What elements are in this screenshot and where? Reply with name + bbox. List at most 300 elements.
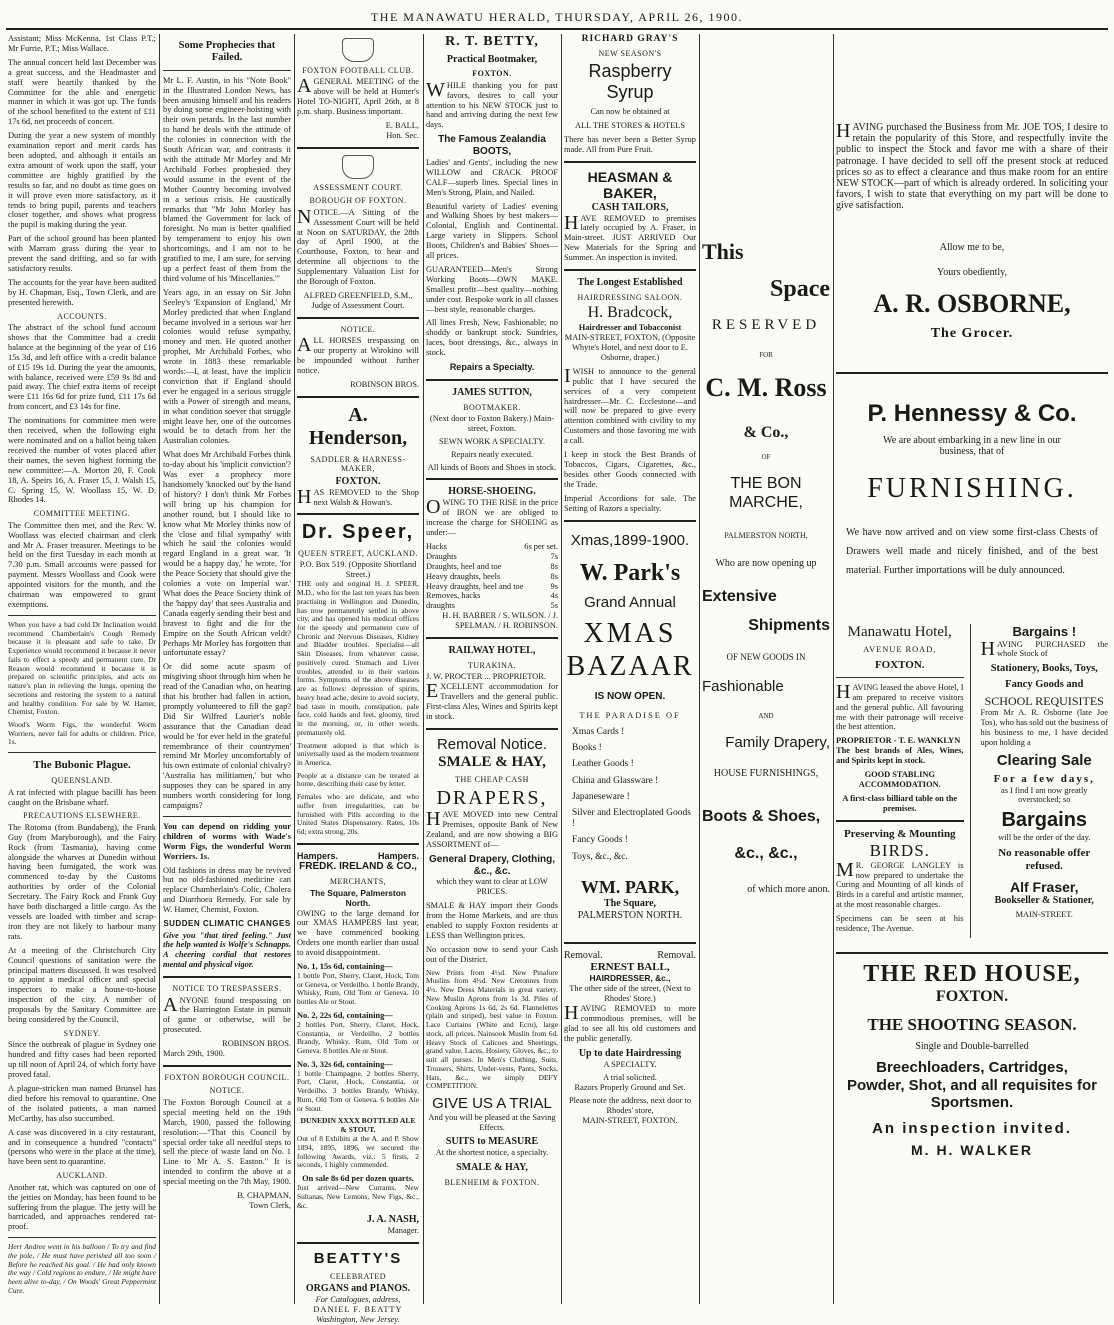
advert-address: The other side of the street, (Next to Rhodes' Store.) <box>569 984 691 1004</box>
advert-body: HAVING REMOVED to more commodious premises, will be glad to see all his old customers and the public generally. <box>564 1002 696 1043</box>
divider <box>426 478 558 480</box>
column-4 <box>426 34 558 1304</box>
advert-name: W. Park's <box>579 560 681 587</box>
list-item: China and Glassware ! <box>572 775 659 786</box>
advert-proprietor: PROPRIETOR - T. E. WANKLYN <box>836 736 961 746</box>
list-item: Toys, &c., &c. <box>572 851 628 862</box>
advert-title: Manager. <box>387 1226 419 1236</box>
advert-body: as I find I am now greatly overstocked; so <box>1000 785 1088 805</box>
advert-body: All kinds of Boots and Shoes in stock. <box>427 462 557 472</box>
notice-headline: NOTICE TO TRESPASSERS. <box>172 984 282 994</box>
advert-headline: HORSE-SHOEING. <box>448 486 536 498</box>
column-rule <box>561 34 562 1304</box>
advert-trade: DRAPERS, <box>436 786 548 809</box>
column-rule <box>833 34 834 1304</box>
article-paragraph: The abstract of the school fund account shows that the Committee had a credit balance at the beginning of the year of £16 15s 3d, and left office with a credit balance of £15 19s 1d. During the year the amounts, with balance, received were £59 9s 8d and paid away. The chief extra items of receipt were £11 16s 6d for prize fund, £11 17s 6d from concert, and £3 14s for fine. <box>8 323 156 412</box>
divider <box>426 379 558 381</box>
removal-label: Removal. <box>657 949 696 961</box>
advert-paragraph: When you have a bad cold Dr Inclination would recommend Chamberlain's Cough Remedy because it is pleasant and safe to take. Dr Experience would recommend it because it never fails to effect a speedy and permanent cure. Dr Reason would recommend it because it is prepared on scientific principles, and acts on nature's plan in relieving the lungs, opening the secretions and restoring the system to a natural and healthy condition. For sale by W. Hamer, Chemist, Foxton. <box>8 619 156 717</box>
advert-word: OF <box>761 452 771 461</box>
advert-product: ORGANS and PIANOS. <box>305 1283 411 1295</box>
advert-word: &c., &c., <box>734 844 798 862</box>
advert-address: MAIN-STREET. <box>1015 910 1073 920</box>
column-1 <box>8 34 156 1304</box>
advert-subheadline: General Drapery, Clothing, &c., &c. <box>429 853 555 877</box>
advert-address: BLENHEIM & FOXTON. <box>444 1177 540 1187</box>
advert-body: GUARANTEED—Men's Strong Working Boots—OWN MAKE. Smallest profit—best quality—nothing under cost. Bespoke work in all classes—best style, reasonable charges. <box>426 264 558 314</box>
notice-title: Hon. Sec. <box>386 130 419 140</box>
notice-signature: ROBINSON BROS. <box>222 1039 291 1049</box>
advert-trade: MERCHANTS, <box>329 877 387 887</box>
price-value: 8s <box>550 561 558 571</box>
notice-body: ALL HORSES trespassing on our property at Wirokino will be impounded without further notice. <box>297 334 419 375</box>
advert-headline: Removal Notice. <box>436 735 548 753</box>
section-heading: COMMITTEE MEETING. <box>33 509 131 519</box>
advert-signature: H. H. BARBER / S. WILSON. / J. SPELMAN. / H. ROBINSON. <box>442 611 558 631</box>
notice-signature: ALFRED GREENFIELD, S.M., <box>303 291 413 300</box>
advert-store: THE BON MARCHE, <box>729 475 803 511</box>
advert-town: PALMERSTON NORTH, <box>724 530 808 540</box>
advert-name: P. Hennessy & Co. <box>867 400 1077 428</box>
advert-headline: Xmas,1899-1900. <box>570 531 690 549</box>
divider <box>297 843 419 845</box>
advert-body: Please note the address, next door to Rhodes' store, <box>568 1096 692 1116</box>
advert-tagline: Repairs a Specialty. <box>449 362 535 373</box>
column-rule <box>294 34 295 1304</box>
notice-body: The Foxton Borough Council at a special meeting held on the 19th March, 1900, passed the following resolution:—"That this Council by special order take all needful steps to sell the piece of waste land on No. 1 Line to Mr A. S. Easton." It is intended to confirm the above at a special meeting on the 7th May, 1900. <box>163 1097 291 1187</box>
advert-word: Space <box>770 275 830 302</box>
advert-body: Ladies' and Gents', including the new WILLOW and CRACK PROOF CALF—superb lines. Special lines in Men's Strong, Plain, and Nailed. <box>426 157 558 197</box>
hamper-no1-items: 1 bottle Port, Sherry, Claret, Hock, Tom or Geneva, or Verdeilho. 1 bottle Brandy, Whisky, Rum, Old Tom or Geneva. 10 bottles Ale or Stout. <box>297 970 419 1007</box>
advert-title: XMAS <box>583 618 677 650</box>
advert-body: People at a distance can be treated at home, describing their case by letter. <box>297 770 419 789</box>
advert-body: OWING TO THE RISE in the price of IRON we are obliged to increase the charge for SHOEING as under:— <box>426 496 558 537</box>
advert-body: Females who are delicate, and who suffer from irregularities, can be furnished with Pills according to the United States Dispensatory. Rates, 10s 6d; extra strong, 20s. <box>297 792 419 837</box>
list-item: Fancy Goods ! <box>572 835 628 846</box>
advert-body: HAVE REMOVED to premises lately occupied by A. Fraser, in Main-street. JUST ARRIVED Our New Materials for the Spring and Summer. An inspection is invited. <box>564 211 696 263</box>
notice-subheading: BOROUGH OF FOXTON. <box>309 196 407 206</box>
advert-body: HAVING leased the above Hotel, I am prepared to receive visitors and the general public. All favouring me with their patronage will receive the best attention. <box>836 680 964 732</box>
advert-paragraph: Give you "that tired feeling." Just the help wanted is Wolfe's Schnapps. A cheering cordial that restores mental and physical vigor. <box>163 930 291 970</box>
notice-title: Town Clerk, <box>249 1200 291 1210</box>
advert-product: Fancy Goods and <box>1005 678 1084 690</box>
advert-body: of which more anon. <box>747 883 830 895</box>
advert-subheadline: Single and Double-barrelled <box>915 1041 1029 1053</box>
divider <box>163 816 291 817</box>
advert-word: This <box>702 239 744 264</box>
advert-word: Shipments <box>748 616 830 634</box>
divider <box>564 269 696 271</box>
article-paragraph: The Committee then met, and the Rev. W. Woollass was elected chairman and clerk and Mr A. Fraser treasurer. Meetings to be held on the first Tuesday in each month at 7.30 p.m. Small accounts were passed for payment. Messrs Woollass and Cook were appointed visitors for the month, and the chairman was empowered to grant exemptions. <box>8 520 156 609</box>
advert-body: OF NEW GOODS IN <box>726 651 806 662</box>
divider <box>836 820 964 822</box>
hamper-no1: No. 1, 15s 6d, containing— <box>297 962 393 972</box>
list-item: Leather Goods ! <box>572 759 634 770</box>
advert-name: ERNEST BALL, <box>590 961 670 974</box>
price-value: 8s <box>550 571 558 581</box>
price-item: Heavy draughts, heels <box>426 571 501 581</box>
advert-name: Alf Fraser, <box>1010 878 1079 895</box>
notice-body: AGENERAL MEETING of the above will be held at Hunter's Hotel TO-NIGHT, April 26th, at 8 p.m. sharp. Business important. <box>297 75 419 117</box>
price-list <box>426 542 558 611</box>
price-row <box>426 572 558 582</box>
divider <box>163 1065 291 1067</box>
advert-name: C. M. Ross <box>705 373 827 403</box>
advert-body: At the shortest notice, a specialty. <box>435 1148 549 1158</box>
notice-body: NOTICE.—A Sitting of the Assessment Court will be held at Noon on SATURDAY, the 28th day of April 1900, at the Courthouse, Foxton, to hear and determine all objections to the Supplementary Valuation List for the Borough of Foxton. <box>297 205 419 287</box>
advert-body: WHILE thanking you for past favors, desires to call your attention to his NEW STOCK just to hand and arriving during the next few days. <box>426 78 558 130</box>
notice-signature: E. BALL, <box>385 121 419 131</box>
advert-body: HAS REMOVED to the Shop next Walsh & Howan's. <box>297 485 419 508</box>
advert-body: We have now arrived and on view some first-class Chests of Drawers well made and nicely finished, and of the best material. Further importations will be duly announced. <box>846 527 1098 577</box>
advert-body: No occasion now to send your Cash out of the District. <box>426 944 558 964</box>
club-crest-icon <box>342 38 374 62</box>
price-item: draughts <box>426 601 455 611</box>
advert-address: MAIN-STREET, FOXTON. <box>582 1116 678 1126</box>
advert-tagline: An inspection invited. <box>872 1120 1072 1138</box>
advert-po-box: P.O. Box 519. (Opposite Shortland Street.) <box>299 560 417 580</box>
advert-body: SEWN WORK A SPECIALTY. <box>439 436 545 446</box>
advert-signature: M. H. WALKER <box>911 1141 1033 1158</box>
list-item: Books ! <box>572 743 602 754</box>
divider <box>836 952 1108 954</box>
advert-bargains-column <box>981 624 1109 938</box>
advert-body: OWING to the large demand for our XMAS HAMPERS last year, we have commenced booking Orders one month earlier than usual to avoid disappointment. <box>297 908 419 958</box>
advert-headline: FREDK. IRELAND & CO., <box>299 861 417 873</box>
advert-trade: BOOTMAKER. <box>463 402 521 412</box>
advert-body: For Catalogues, address, <box>315 1294 401 1304</box>
list-item: Xmas Cards ! <box>572 726 625 737</box>
column-rule <box>423 34 424 1304</box>
price-item: Heavy draughts, heel and toe <box>426 581 524 591</box>
column-rule <box>699 34 700 1304</box>
advert-trade: CASH TAILORS, <box>591 201 669 213</box>
advert-trade: The Grocer. <box>930 325 1014 341</box>
advert-body: The best brands of Ales, Wines, and Spirits kept in stock. <box>836 746 964 766</box>
notice-body: ANYONE found trespassing on the Harrington Estate in pursuit of game or otherwise, will be prosecuted. <box>163 993 291 1035</box>
price-row <box>426 542 558 552</box>
divider <box>163 976 291 978</box>
advert-hampers-label: Hampers. <box>297 850 339 861</box>
advert-body: There has never been a Better Syrup made. All from Pure Fruit. <box>564 134 696 154</box>
advert-trade: HAIRDRESSER, &c., <box>589 973 671 984</box>
advert-headline: A. Henderson, <box>308 403 408 450</box>
price-value: 6s per set. <box>524 541 558 551</box>
advert-headline: Dr. Speer, <box>301 521 415 544</box>
advert-address: The Square, <box>603 898 657 910</box>
advert-body: We are about embarking in a new line in our business, that of <box>883 434 1061 458</box>
advert-body: HAVING purchased the Business from Mr. JOE TOS, I desire to retain the popularity of this Store, and respectfully invite the public to inspect the Stock and favor me with a share of their patronage. I have decided to sell off the present stock at reduced prices so as to effect a clearance and thus make room for an entire NEW STOCK—part of which is already ordered. In soliciting your favors, I wish to state that everything on my part will be done to give satisfaction. <box>836 120 1108 212</box>
list-item: Silver and Electroplated Goods ! <box>572 807 691 830</box>
advert-product: Breechloaders, Cartridges, Powder, Shot, and all requisites for Sportsmen. <box>846 1059 1098 1112</box>
advert-body: From Mr A. R. Osborne (late Joe Tos), who has sold out the business of his business to me, I have decided upon holding a <box>980 708 1108 747</box>
advert-headline: R. T. BETTY, <box>445 34 539 49</box>
advert-list: New Prints from 4½d. New Pinafore Muslins from 4½d. New Cretonnes from 4½. New Dress Materials in great variety. New Muslin Aprons from 1s 3d. Piles of Cooking Aprons 1s 6d, 2s 6d. Flannelettes (plain and striped), best value in Foxton. Lace Curtains (White and Ecru), large stock, all prices. Nainsook Muslin from 6d. Heavy Stock of Calicoes and Sheetings, grand value. Laces, Hosiery, Gloves, &c., to suit all purses. In Men's Clothing, Suits, Trousers, Shirts, Under-vests, Pants, Socks, Hats, &c., we simply DEFY COMPETITION. <box>426 967 558 1091</box>
divider <box>297 147 419 149</box>
advert-town: FOXTON. <box>472 69 512 79</box>
advert-body: Just arrived—New Currants, New Sultanas, New Lemons, New Figs, &c., &c. <box>297 1183 419 1210</box>
advert-body: Treatment adopted is that which is universally used as the modern treatment in America. <box>297 740 419 767</box>
advert-body: Yours obediently, <box>936 267 1007 279</box>
advert-subheadline: For a few days, <box>993 772 1095 785</box>
article-paragraph: Assistant; Miss McKenna, 1st Class P.T.; Mr Furrie, P.T.; Miss Wallace. <box>8 34 156 53</box>
divider <box>163 70 291 71</box>
list-item: Japaneseware ! <box>572 791 630 802</box>
advert-subheadline: HAIRDRESSING SALOON. <box>577 292 683 302</box>
price-item: Hacks <box>426 541 447 551</box>
price-item: Draughts, heel and toe <box>426 561 502 571</box>
article-paragraph: Since the outbreak of plague in Sydney one hundred and fifty cases had been reported up till noon of April 24, of which forty have proved fatal. <box>8 1040 156 1080</box>
advert-two-column <box>836 624 1108 938</box>
advert-name: THE RED HOUSE, <box>863 961 1081 988</box>
price-value: 9s <box>550 581 558 591</box>
column-5 <box>564 34 696 1304</box>
advert-headline: Clearing Sale <box>996 751 1092 769</box>
advert-subheadline: SUITS to MEASURE <box>445 1136 539 1148</box>
advert-word: HOUSE FURNISHINGS, <box>713 767 819 779</box>
section-heading: AUCKLAND. <box>56 1171 108 1181</box>
advert-headline: Bargains ! <box>1012 624 1077 640</box>
advert-poem: Herr Andree went in his balloon / To try and find the pole, / He must have perished all too soon / Before he reached his goal. / He had only known the way / Cold regions to endure, / He might have been alive to-day, / On Woods' Great Peppermint Cure. <box>8 1242 156 1295</box>
advert-body: Can now be obtained at <box>590 107 670 117</box>
advert-body: Who are now opening up <box>715 558 817 570</box>
article-paragraph: Years ago, in an essay on Sir John Seeley's 'Expansion of England,' Mr Morley predicted that when England became involved in a serious war her colonies would refuse sympathy, money and men. He quoted another prophet, Mr Archibald Forbes, who wrote in 1883 these remarkable words:—I, at least, have the implicit conviction that if England should ever be engaged in a serious struggle with a Power of strength and means, in what condition soever that struggle might leave her, one of the outcomes would be to detach from her the Australian colonies. <box>163 287 291 446</box>
price-row <box>426 591 558 601</box>
article-paragraph: A case was discovered in a city restaurant, and in consequence a hundred "contacts" (persons who were in the place at the time), have been sent to quarantine. <box>8 1127 156 1167</box>
advert-address: AVENUE ROAD, <box>863 644 937 654</box>
section-heading: QUEENSLAND. <box>51 776 113 786</box>
advert-town: PALMERSTON NORTH. <box>577 909 683 921</box>
price-item: Draughts <box>426 551 457 561</box>
section-heading: PRECAUTIONS ELSEWHERE. <box>23 811 141 821</box>
advert-headline: The Longest Established <box>577 277 683 289</box>
article-paragraph: Another rat, which was captured on one of the jetties on Monday, has been found to be suffering from the plague. The jetty will be barricaded, and approaches rendered rat-proof. <box>8 1182 156 1232</box>
advert-hampers-row <box>297 851 419 862</box>
advert-subheadline: Up to date Hairdressing <box>578 1047 682 1059</box>
advert-hotel-column <box>836 624 971 938</box>
article-paragraph: What does Mr Archibald Forbes think to-day about his 'implicit conviction'? Was ever a prophecy more handsomely 'knocked out' by the hand of history? I don't think Mr Forbes will bring up his champion for another round, but I should like to know what Mr Morley thinks now of the 'close and filial sympathy' with which he said the colonies would regard England in a great war. 'It would be a happy day,' he wrote, 'for the Peace Society that should give the colonies a vote on Imperial war.' What does the Peace Society think of the 'happy day' that sees Australia and Canada eagerly sending their best and bravest to fight and die for the Empire on the South African veldt? Perhaps Mr Morley has forgotten that unfortunate essay? <box>163 450 291 658</box>
advert-headline: Preserving & Mounting <box>843 827 956 840</box>
price-row <box>426 601 558 611</box>
divider <box>564 520 696 522</box>
notice-headline: FOXTON BOROUGH COUNCIL. <box>164 1073 290 1082</box>
divider <box>836 677 964 678</box>
advert-body: All lines Fresh, New, Fashionable; no shoddy or bankrupt stock. Sundries, laces, boot dressings, &c., always in stock. <box>426 318 558 358</box>
divider <box>8 1237 156 1238</box>
advert-signature: J. A. NASH, <box>367 1214 419 1226</box>
divider <box>297 513 419 515</box>
advert-headline: SUDDEN CLIMATIC CHANGES <box>163 919 291 929</box>
price-row <box>426 582 558 592</box>
advert-product: SCHOOL REQUISITES <box>984 694 1104 709</box>
advert-body: Allow me to be, <box>939 241 1005 253</box>
advert-word: FOR <box>759 350 773 359</box>
advert-word: Fashionable <box>702 678 784 696</box>
advert-address: Washington, New Jersey. <box>316 1314 400 1324</box>
advert-word: Family Drapery, <box>725 734 830 752</box>
advert-address: (Next door to Foxton Bakery.) Main-street, Foxton. <box>429 413 555 433</box>
advert-body: Razors Properly Ground and Set. <box>574 1083 686 1093</box>
advert-signature: WM. PARK, <box>580 876 680 897</box>
hamper-no3-items: 1 bottle Champagne. 2 bottles Sherry, Port, Claret, Hock, Constantia, or Verdeilho. 3 bottles Brandy, Whisky, Rum, Old Tom or Geneva. 6 bottles Ale or Stout. <box>297 1068 419 1113</box>
advert-body: MR. GEORGE LANGLEY is now prepared to undertake the Curing and Mounting of all kinds of Birds in a careful and artistic manner, at the most reasonable charges. <box>836 858 964 910</box>
advert-paragraph: You can depend on ridding your children of worms with Wade's Worm Figs, the wonderful Worm Worriers. 1s. <box>163 821 291 861</box>
price-row <box>426 552 558 562</box>
article-paragraph: During the year a new system of monthly examination report and merit cards has been adopted, and although it entails an extra amount of work upon the staff, your committee are highly gratified by the results so far, and no doubt as time goes on it will prove even more satisfactory, as it tends to bring pupil, parents and teachers closer together, and shows what progress the pupil is making during the year. <box>8 131 156 230</box>
advert-trade: Practical Bootmaker, <box>446 53 538 65</box>
advert-body: Specimens can be seen at his residence, The Avenue. <box>836 914 964 934</box>
advert-name: SMALE & HAY, <box>456 1162 528 1174</box>
divider <box>297 317 419 319</box>
masthead: THE MANAWATU HERALD, THURSDAY, APRIL 26, 1900. <box>6 6 1108 30</box>
advert-word: RESERVED <box>711 317 821 334</box>
divider <box>426 728 558 730</box>
advert-body: SMALE & HAY import their Goods from the Home Markets, and are thus enabled to supply Foxton residents at LESS than Wellington prices. <box>426 901 558 940</box>
divider <box>564 161 696 163</box>
section-heading: SYDNEY. <box>63 1028 101 1038</box>
advert-address: The Square, Palmerston North. <box>310 887 406 908</box>
advert-body: THE only and original H. J. SPEER, M.D., who for the last ten years has been practising in Wellington and Dunedin, has now permanently settled in above city, and has opened his medical offices for the speedy and permanent cure of Chronic and Nervous Diseases, Kidney and Bladder troubles. Specialist—all Skin Diseases, from whatever cause, positively cured. Stomach and Liver troubles, attended to in their various forms. Symptoms of the above diseases are as follows: depression of spirits, heavy head ache, desire to avoid society, bad taste in mouth, constipation, pale face, cold hands and feet, gloomy, tired in the morning, or, in other words, prematurely old. <box>297 579 419 737</box>
divider <box>564 942 696 944</box>
divider <box>8 752 156 753</box>
advert-subheadline: Grand Annual <box>584 593 676 611</box>
advert-body: Out of 8 Exhibits at the A. and P. Show 1894, 1895, 1896, we secured the following Awards, viz.: 5 firsts, 2 seconds, 1 highly commended. <box>297 1134 419 1170</box>
notice-headline: NOTICE. <box>340 324 376 334</box>
advert-word: Extensive <box>702 587 777 605</box>
divider <box>836 372 1108 374</box>
advert-subheadline: No reasonable offer refused. <box>998 846 1091 872</box>
advert-word: Boots & Shoes, <box>702 807 821 825</box>
advert-town: FOXTON. <box>874 658 925 671</box>
advert-headline: RICHARD GRAY'S <box>581 34 679 44</box>
article-paragraph: A plague-stricken man named Brunsel has died before his removal to quarantine. One of the isolated patients, a man named McCarthy, has also succumbed. <box>8 1084 156 1123</box>
advert-address: MAIN-STREET, FOXTON, (Opposite Whyte's Hotel, and next door to E. Osborne, draper.) <box>564 333 696 362</box>
advert-headline: JAMES SUTTON, <box>452 386 532 398</box>
advert-body: And you will be pleased at the Saving Effects. <box>428 1112 556 1132</box>
advert-product: Raspberry Syrup <box>588 60 672 102</box>
price-value: 5s <box>550 601 558 611</box>
article-paragraph: At a meeting of the Christchurch City Council questions of sanitation were the principal matters discussed. It was resolved to appoint a medical officer and special inspectors to make a house-to-house inspection of the city. A number of proposals by the Sanitary Committee are being considered by the Council. <box>8 945 156 1025</box>
section-heading: ACCOUNTS. <box>57 311 107 321</box>
advert-proprietor: J. W. PROCTER ... PROPRIETOR. <box>426 672 546 682</box>
price-value: 4s <box>550 591 558 601</box>
advert-hampers-label: Hampers. <box>377 850 419 861</box>
advert-subheadline: THE PARADISE OF <box>579 711 681 721</box>
advert-body: which they want to clear at LOW PRICES. <box>436 877 548 897</box>
advert-body: A trial solicited. <box>603 1073 657 1083</box>
advert-headline: Bargains <box>1001 809 1088 832</box>
divider <box>297 396 419 398</box>
advert-headline: THE SHOOTING SEASON. <box>867 1015 1077 1035</box>
article-paragraph: The nominations for committee men were then received, when the following eight were nominated and on a ballot being taken received the number of votes placed after their names, the seven highest forming the new committee:—A. Morton 20, F. Cook 18, A. Speirs 16, A. Fraser 15, J. Walsh 15, C. Spring 15, W. Woollass 15, W. D. Rhodes 14. <box>8 416 156 505</box>
advert-trade: Bookseller & Stationer, <box>994 895 1094 907</box>
hamper-no2-items: 2 bottles Port, Sherry, Claret, Hock, Constantia, or Verdeilho. 2 bottles Brandy, Whisky, Rum, Old Tom or Geneva. 8 bottles Ale or Stout. <box>297 1019 419 1055</box>
notice-signature: B. CHAPMAN, <box>237 1191 291 1201</box>
advert-price: On sale 8s 6d per dozen quarts. <box>302 1174 414 1184</box>
column-6 <box>702 34 830 1304</box>
price-row <box>426 562 558 572</box>
advert-body: GOOD STABLING ACCOMMODATION. <box>858 770 941 789</box>
advert-address: QUEEN STREET, AUCKLAND. <box>298 549 418 559</box>
advert-body: Beautiful variety of Ladies' evening and Walking Shoes by best makers—Colonial, English and Continental. Large variety in Slippers. School Boots, Children's and Babies' Shoes—all prices. <box>426 201 558 261</box>
price-item: Removes, hacks <box>426 591 481 601</box>
notice-title: Judge of Assessment Court. <box>311 300 405 310</box>
article-paragraph: Part of the school ground has been planted with Marram grass during the year to prevent the sand drifting, and so far with satisfactory results. <box>8 234 156 273</box>
advert-name: SMALE & HAY, <box>438 753 546 770</box>
advert-body: I keep in stock the Best Brands of Tobaccos, Cigars, Cigarettes, &c., besides other Goods connected with the Trade. <box>564 450 696 489</box>
advert-body: IWISH to announce to the general public that I have secured the services of a very competent hairdresser—Mr. C. Ecclestone—and will now be prepared to give every attention combined with civility to my Customers and those favoring me with a call. <box>564 364 696 446</box>
advert-name: & Co., <box>743 423 789 441</box>
advert-name: DANIEL F. BEATTY <box>313 1304 403 1314</box>
column-7 <box>836 34 1108 1304</box>
advert-subheadline: DUNEDIN XXXX BOTTLED ALE & STOUT. <box>300 1116 416 1135</box>
column-3 <box>297 34 419 1324</box>
notice-headline: FOXTON FOOTBALL CLUB. <box>302 66 414 75</box>
advert-paragraph: Wood's Worm Figs, the wonderful Worm Worriers, never fail for adults or children. Price, 1s. <box>8 719 156 747</box>
notice-headline: ASSESSMENT COURT. <box>313 182 403 192</box>
advert-word: FURNISHING. <box>867 473 1077 505</box>
advert-subheadline: CELEBRATED <box>329 1271 387 1281</box>
article-paragraph: The annual concert held last December was a great success, and the Headmaster and staff were heartily thanked by the Committee for the able and energetic manner in which it was got up. The funds of the school benefited to the extent of £11 17s 6d, net proceeds of concert. <box>8 57 156 127</box>
divider <box>297 1242 419 1244</box>
advert-body: ALL THE STORES & HOTELS <box>574 121 686 131</box>
advert-body: EXCELLENT accommodation for Travellers and the general public. First-class Ales, Wines and Spirits kept in stock. <box>426 680 558 721</box>
advert-name: Manawatu Hotel, <box>847 624 952 641</box>
advert-subheadline: THE CHEAP CASH <box>455 775 529 785</box>
advert-paragraph: Old fashions in dress may be revived but no old-fashioned medicine can replace Chamberlain's Colic, Cholera and Diarrhoea Remedy. For sale by W. Hamer, Chemist, Foxton. <box>163 865 291 915</box>
advert-subheadline: The Famous Zealandia BOOTS, <box>438 134 546 158</box>
advert-list <box>564 727 696 863</box>
article-paragraph: The accounts for the year have been audited by H. Chapman, Esq., Town Clerk, and are presented herewith. <box>8 277 156 307</box>
column-rule <box>159 34 160 1304</box>
advert-trade: SADDLER & HARNESS-MAKER, <box>310 454 406 474</box>
advert-body: HAVE MOVED into new Central Premises, opposite Bank of New Zealand, and are now showing a BIG ASSORTMENT of— <box>426 808 558 849</box>
notice-date: March 29th, 1900. <box>163 1049 225 1059</box>
price-value: 7s <box>550 551 558 561</box>
advert-headline: BIRDS. <box>869 840 930 860</box>
removal-row <box>564 950 696 962</box>
advert-body: HAVING PURCHASED the whole Stock of <box>980 637 1108 660</box>
advert-headline: GIVE US A TRIAL <box>432 1094 552 1112</box>
article-headline: The Bubonic Plague. <box>33 759 131 772</box>
advert-name: A. R. OSBORNE, <box>873 289 1071 319</box>
advert-product: Stationery, Books, Toys, <box>990 663 1098 675</box>
advert-name: H. Bradcock, <box>587 304 673 322</box>
advert-body: Imperial Accordions for sale. The Setting of Razors a specialty. <box>564 493 696 513</box>
article-paragraph: The Rotoma (from Bundaberg), the Frank Guy (from Maryborough), and the Fairy Rock (from Tasmania), having come alongside the wharves at Dunedin without having been fumigated, the work was commenced to-day by the Customs authorities by order of the Colonial Secretary. The Fairy Rock and Frank Guy have both discharged a little cargo. As the vessels are loaded with timber and scrap-iron they are not likely to harbour many rats. <box>8 822 156 941</box>
advert-subheadline: NEW SEASON'S <box>598 49 662 59</box>
advert-trade: Hairdresser and Tobacconist <box>578 323 682 333</box>
advert-body: will be the order of the day. <box>998 832 1091 842</box>
notice-subheading: NOTICE. <box>209 1086 245 1096</box>
advert-town: FOXTON. <box>935 988 1009 1006</box>
advert-headline: RAILWAY HOTEL, <box>448 645 536 657</box>
advert-headline: BEATTY'S <box>313 1249 403 1267</box>
divider <box>426 637 558 639</box>
advert-title: BAZAAR <box>566 651 694 683</box>
advert-subheadline: IS NOW OPEN. <box>594 691 666 703</box>
article-paragraph: Or did some acute spasm of misgiving shoot through him when he read of the Canadian who, on hearing that his brother had fallen in action, promptly volunteered to fill the gap? Did Sir Wilfred Laurier's noble assurance that the Canadian dead would be 'for ever held in the grateful remembrance of their countrymen' remind Mr Morley uncomfortably of his own estimate of colonial chivalry? 'Australia has militiamen,' but who supposes they can be spared in any numbers worth considering for long campaigns? <box>163 662 291 810</box>
advert-body: A first-class billiard table on the premises. <box>842 793 958 813</box>
hamper-no3: No. 3, 32s 6d, containing— <box>297 1059 393 1069</box>
notice-signature: ROBINSON BROS. <box>350 379 419 389</box>
advert-town: TURAKINA. <box>467 660 517 670</box>
article-paragraph: Mr L. F. Austin, in his "Note Book" in the Illustrated London News, has been amusing himself and his readers by doing some engineer-hoisting with their own petards. In the last number to hand he deals with the attitude of the colonies in connection with the South African war, and contrasts it with the attitude Mr Morley and Mr Archibald Forbes prophesied they would assume in the event of the Mother Country becoming involved in a serious crisis. He caustically remarks that "Mr John Morley has blamed the Government for lack of foresight. No man is better qualified by temperament to enjoy his own shortcomings, and I am not to be gratified to me, I am sure, for serving up a perfect feast of them from the third volume of his 'Miscellanies.'" <box>163 75 291 283</box>
advert-word: AND <box>758 712 774 721</box>
advert-headline: HEASMAN & BAKER, <box>587 168 673 202</box>
advert-town: FOXTON. <box>335 475 381 487</box>
article-paragraph: A rat infected with plague bacilli has been caught on the Brisbane wharf. <box>8 787 156 807</box>
